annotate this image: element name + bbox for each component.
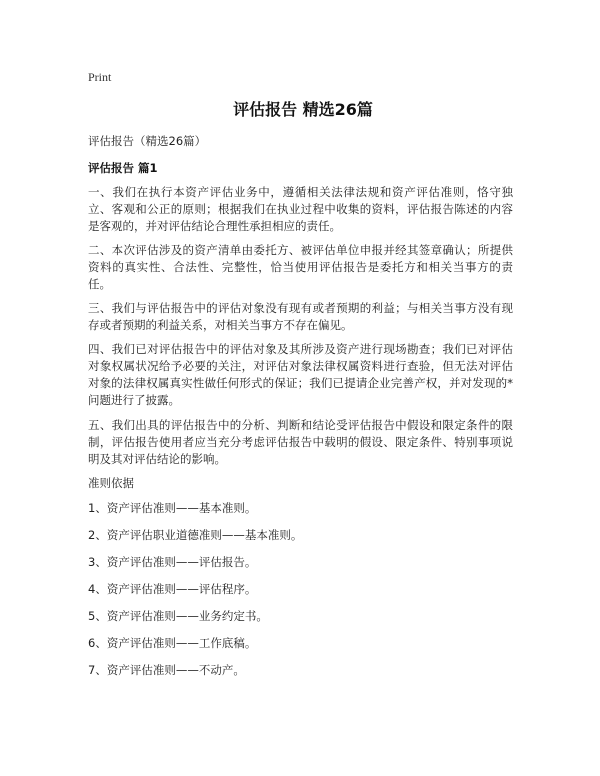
list-item: 5、资产评估准则——业务约定书。 xyxy=(88,609,268,623)
list-item: 1、资产评估准则——基本准则。 xyxy=(88,501,257,515)
section-heading: 评估报告 篇1 xyxy=(88,161,158,175)
list-item: 6、资产评估准则——工作底稿。 xyxy=(88,636,257,650)
list-item: 4、资产评估准则——评估程序。 xyxy=(88,582,257,596)
paragraph-5: 五、我们出具的评估报告中的分析、判断和结论受评估报告中假设和限定条件的限制，评估报告使用者应当充分考虑评估报告中载明的假设、限定条件、特别事项说明及其对评估结论的影响。 xyxy=(88,418,513,466)
paragraph-4: 四、我们已对评估报告中的评估对象及其所涉及资产进行现场勘查；我们已对评估对象权属状况给予必要的关注，对评估对象法律权属资料进行查验，但无法对评估对象的法律权属真实性做任何形式的保证；我们已提请企业完善产权，并对发现的*问题进行了披露。 xyxy=(88,342,513,407)
paragraph-3: 三、我们与评估报告中的评估对象没有现有或者预期的利益；与相关当事方没有现存或者预期的利益关系，对相关当事方不存在偏见。 xyxy=(88,301,513,332)
standards-heading: 准则依据 xyxy=(88,476,134,490)
paragraph-2: 二、本次评估涉及的资产清单由委托方、被评估单位申报并经其签章确认；所提供资料的真实性、合法性、完整性，恰当使用评估报告是委托方和相关当事方的责任。 xyxy=(88,243,513,291)
list-item: 2、资产评估职业道德准则——基本准则。 xyxy=(88,528,303,542)
list-item: 3、资产评估准则——评估报告。 xyxy=(88,555,257,569)
paragraph-1: 一、我们在执行本资产评估业务中，遵循相关法律法规和资产评估准则，恪守独立、客观和公正的原则；根据我们在执业过程中收集的资料，评估报告陈述的内容是客观的，并对评估结论合理性承担相应的责任。 xyxy=(88,185,513,233)
page-title: 评估报告 精选26篇 xyxy=(233,100,373,119)
standards-list xyxy=(88,500,302,689)
document-subtitle: 评估报告（精选26篇） xyxy=(88,134,207,148)
list-item: 7、资产评估准则——不动产。 xyxy=(88,663,245,677)
print-link[interactable]: Print xyxy=(88,70,112,84)
